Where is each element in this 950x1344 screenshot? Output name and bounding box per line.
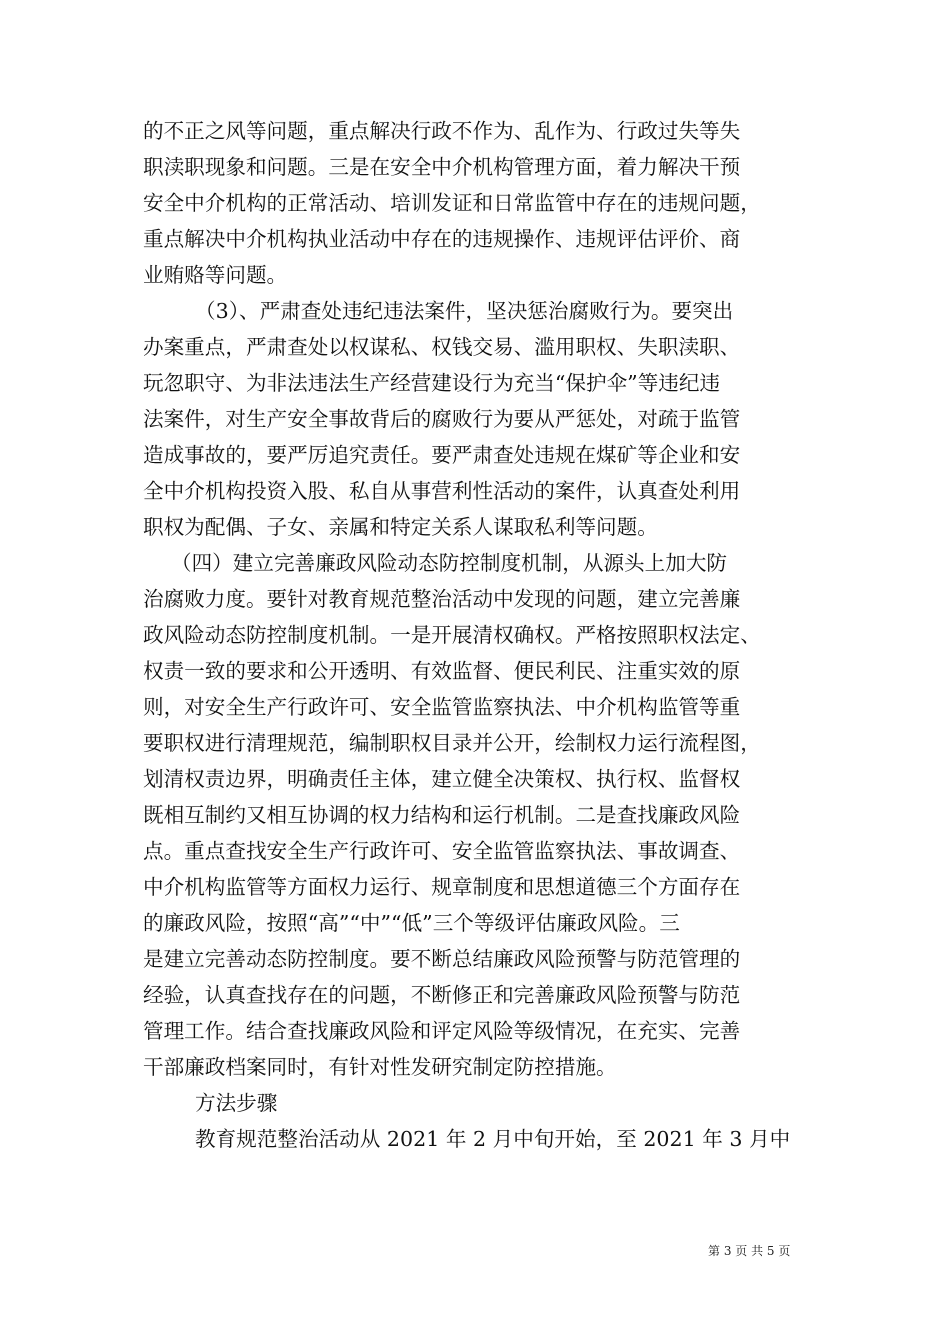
text-line: 干部廉政档案同时，有针对性发研究制定防控措施。 — [143, 1055, 617, 1079]
text-line: 全中介机构投资入股、私自从事营利性活动的案件，认真查处利用 — [143, 479, 741, 503]
text-line: 职权为配偶、子女、亲属和特定关系人谋取私利等问题。 — [143, 515, 658, 539]
text-line: 是建立完善动态防控制度。要不断总结廉政风险预警与防范管理的 — [143, 947, 741, 971]
text-line: 玩忽职守、为非法违法生产经营建设行为充当“保护伞”等违纪违 — [143, 371, 721, 395]
text-line: 要职权进行清理规范，编制职权目录并公开，绘制权力运行流程图， — [143, 731, 761, 755]
text-line: 职渎职现象和问题。三是在安全中介机构管理方面，着力解决干预 — [143, 155, 741, 179]
text-line: 中介机构监管等方面权力运行、规章制度和思想道德三个方面存在 — [143, 875, 741, 899]
page-number-footer: 第 3 页 共 5 页 — [708, 1244, 791, 1258]
text-line: 既相互制约又相互协调的权力结构和运行机制。二是查找廉政风险 — [143, 803, 741, 827]
text-line: 的廉政风险，按照“高”“中”“低”三个等级评估廉政风险。三 — [143, 911, 680, 935]
text-line: 权责一致的要求和公开透明、有效监督、便民利民、注重实效的原 — [143, 659, 741, 683]
text-line: 业贿赂等问题。 — [143, 263, 288, 287]
text-line: 治腐败力度。要针对教育规范整治活动中发现的问题，建立完善廉 — [143, 587, 741, 611]
text-line: 重点解决中介机构执业活动中存在的违规操作、违规评估评价、商 — [143, 227, 741, 251]
section-heading: 方法步骤 — [195, 1091, 278, 1115]
text-line: 管理工作。结合查找廉政风险和评定风险等级情况，在充实、完善 — [143, 1019, 741, 1043]
paragraph-start-line: （3）、严肃查处违纪违法案件，坚决惩治腐败行为。要突出 — [195, 299, 734, 323]
text-line: 法案件，对生产安全事故背后的腐败行为要从严惩处，对疏于监管 — [143, 407, 741, 431]
text-line: 点。重点查找安全生产行政许可、安全监管监察执法、事故调查、 — [143, 839, 741, 863]
text-line: 则，对安全生产行政许可、安全监管监察执法、中介机构监管等重 — [143, 695, 741, 719]
text-line: 的不正之风等问题，重点解决行政不作为、乱作为、行政过失等失 — [143, 119, 741, 143]
paragraph-start-line: 教育规范整治活动从 2021 年 2 月中旬开始，至 2021 年 3 月中 — [195, 1127, 791, 1151]
text-line: 经验，认真查找存在的问题，不断修正和完善廉政风险预警与防范 — [143, 983, 741, 1007]
section-heading-line: （四）建立完善廉政风险动态防控制度机制，从源头上加大防 — [171, 551, 728, 575]
text-line: 政风险动态防控制度机制。一是开展清权确权。严格按照职权法定、 — [143, 623, 761, 647]
text-line: 安全中介机构的正常活动、培训发证和日常监管中存在的违规问题， — [143, 191, 761, 215]
text-line: 划清权责边界，明确责任主体，建立健全决策权、执行权、监督权 — [143, 767, 741, 791]
text-line: 办案重点，严肃查处以权谋私、权钱交易、滥用职权、失职渎职、 — [143, 335, 741, 359]
text-line: 造成事故的，要严厉追究责任。要严肃查处违规在煤矿等企业和安 — [143, 443, 741, 467]
